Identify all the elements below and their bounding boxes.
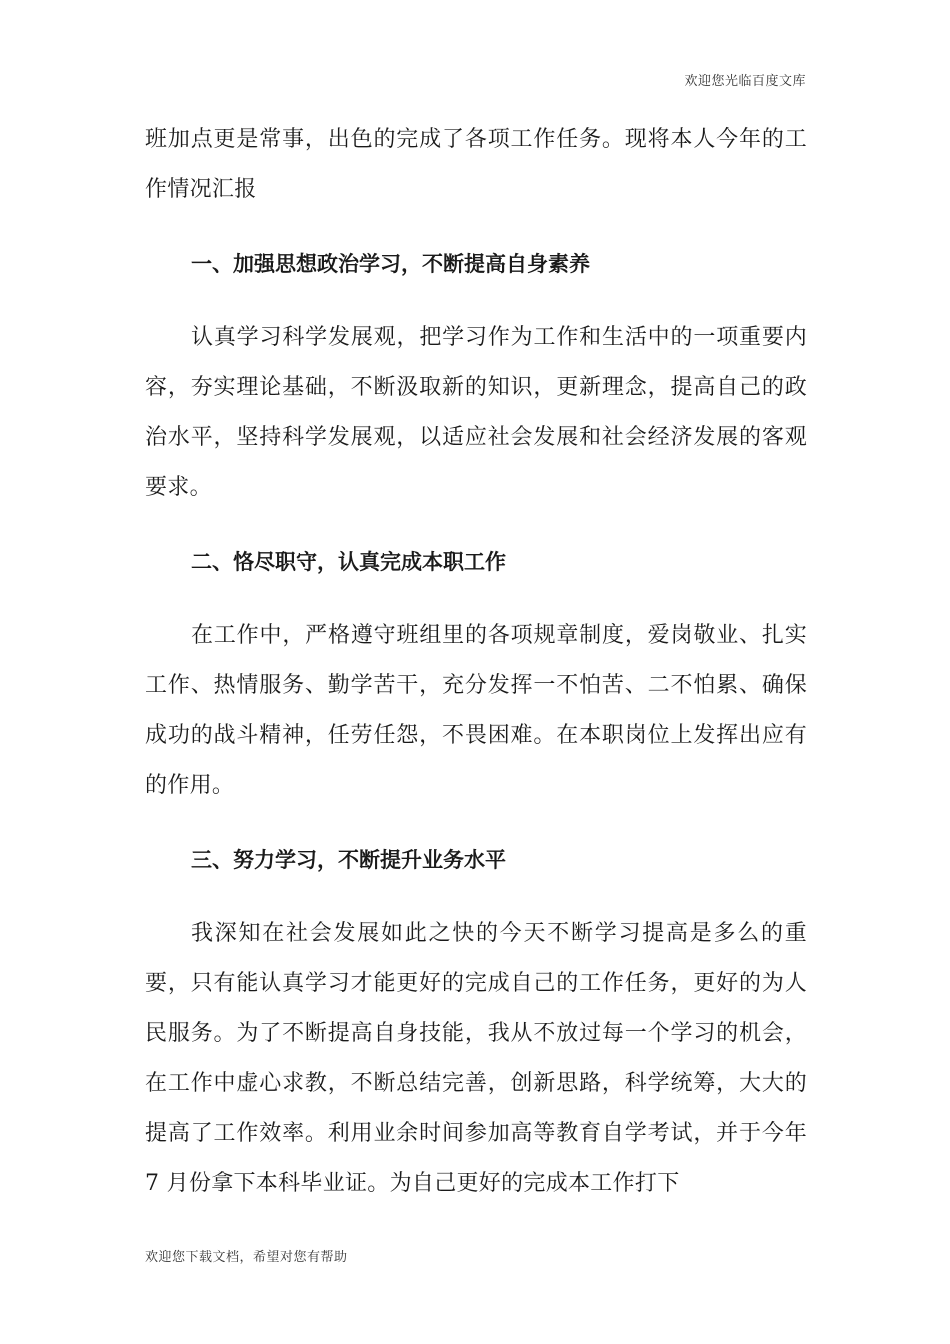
section-2-heading: 二、恪尽职守，认真完成本职工作 [191,550,506,574]
section-3-heading: 三、努力学习，不断提升业务水平 [191,848,506,872]
intro-paragraph: 班加点更是常事，出色的完成了各项工作任务。现将本人今年的工作情况汇报 [145,127,807,202]
spacer [145,885,807,909]
section-1-paragraph: 认真学习科学发展观，把学习作为工作和生活中的一项重要内容，夯实理论基础，不断汲取新的知识，更新理念，提高自己的政治水平，坚持科学发展观，以适应社会发展和社会经济发展的客观要求。 [145,325,807,500]
document-body [145,115,807,1209]
spacer [145,587,807,611]
spacer [145,215,807,239]
section-1-heading: 一、加强思想政治学习，不断提高自身素养 [191,252,590,276]
spacer [145,289,807,313]
section-3-paragraph: 我深知在社会发展如此之快的今天不断学习提高是多么的重要，只有能认真学习才能更好的完成自己的工作任务，更好的为人民服务。为了不断提高自身技能，我从不放过每一个学习的机会，在工作中虚心求教，不断总结完善，创新思路，科学统筹，大大的提高了工作效率。利用业余时间参加高等教育自学考试，并于今年 7 月份拿下本科毕业证。为自己更好的完成本工作打下 [145,921,807,1196]
page-footer: 欢迎您下载文档，希望对您有帮助 [145,1250,348,1265]
section-2-paragraph: 在工作中，严格遵守班组里的各项规章制度，爱岗敬业、扎实工作、热情服务、勤学苦干，充分发挥一不怕苦、二不怕累、确保成功的战斗精神，任劳任怨，不畏困难。在本职岗位上发挥出应有的作用。 [145,623,807,798]
spacer [145,513,807,537]
spacer [145,811,807,835]
page-header: 欢迎您光临百度文库 [684,74,806,89]
